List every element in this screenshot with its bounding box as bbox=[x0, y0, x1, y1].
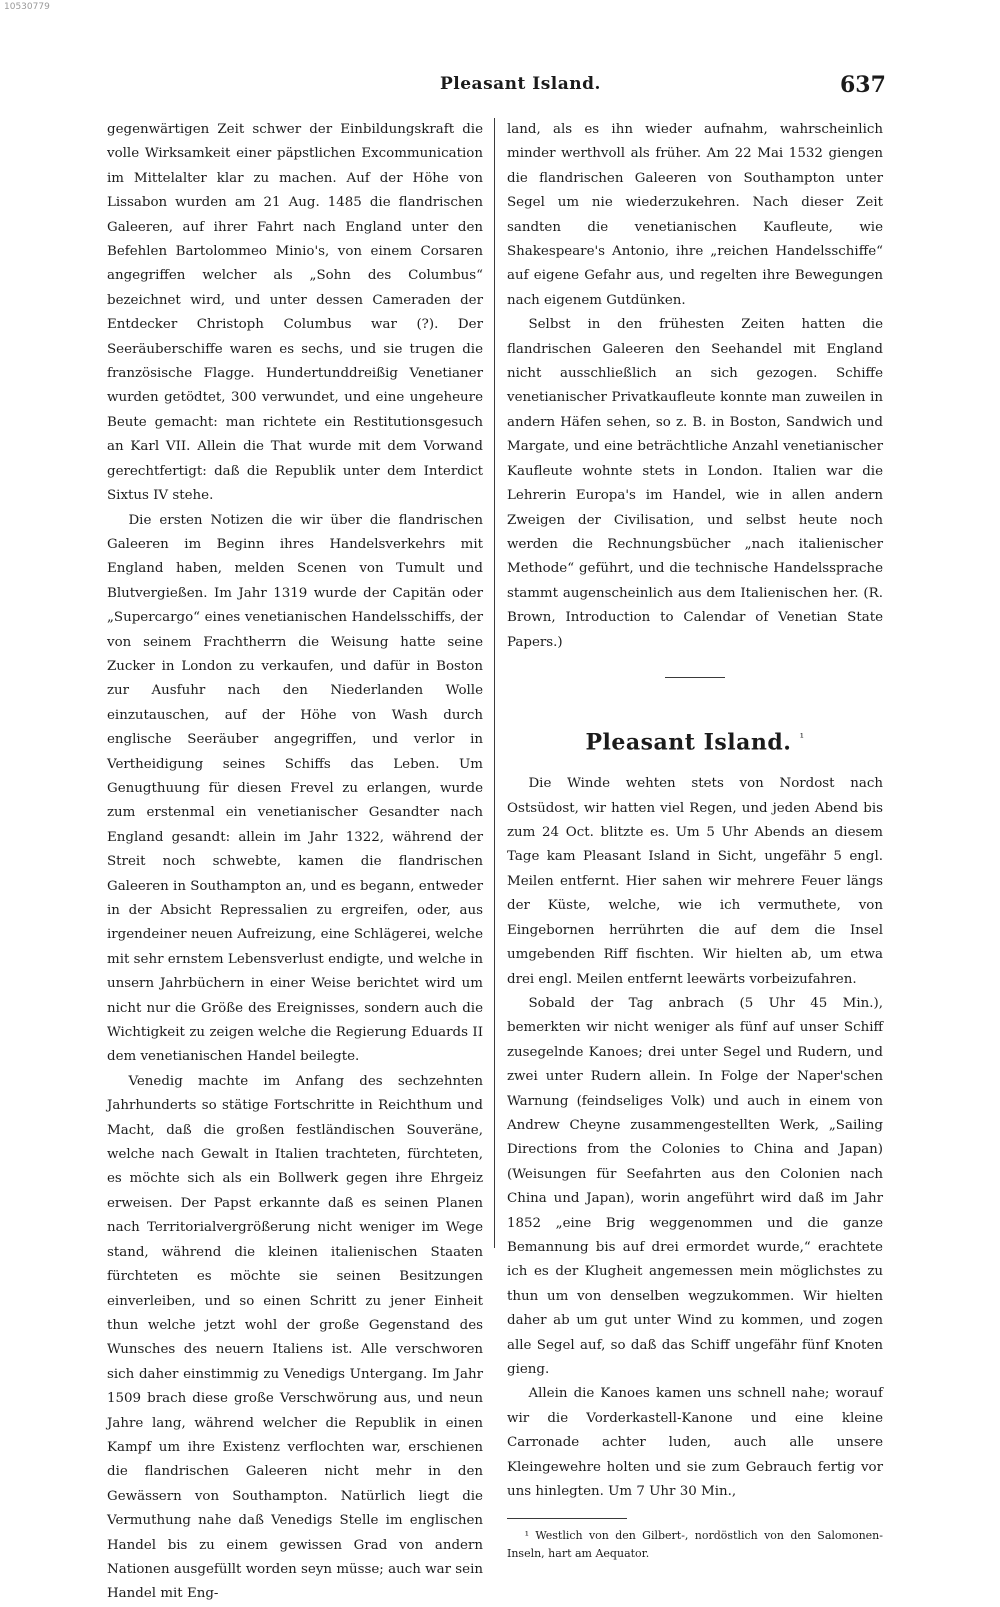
paragraph: Venedig machte im Anfang des sechzehnten Jahrhunderts so stätige Fortschritte in Reichthum und Macht, daß die großen festländischen Souveräne, welche nach Gewalt in Italien trachteten, fürchteten, es möchte sich als ein Bollwerk gegen ihre Ehrgeiz erweisen. Der Papst erkannte daß es seinen Planen nach Territorialvergrößerung nicht weniger im Wege stand, während die kleinen italienischen Staaten fürchteten es möchte sie seinen Besitzungen einverleiben, und so einen Schritt zu jener Einheit thun welche jetzt wohl der große Gegenstand des Wunsches des neuern Italiens ist. Alle verschworen sich daher einstimmig zu Venedigs Untergang. Im Jahr 1509 brach diese große Verschwörung aus, und neun Jahre lang, während welcher die Republik in einen Kampf um ihre Existenz verflochten war, erschienen die flandrischen Galeeren nicht mehr in den Gewässern von Southampton. Natürlich liegt die Vermuthung nahe daß Venedigs Stelle im englischen Handel bis zu einem gewissen Grad von andern Nationen ausgefüllt worden seyn müsse; auch war sein Handel mit Eng- bbox=[107, 1073, 483, 1602]
footnote: ¹ Westlich von den Gilbert-, nordöstlich von den Salomonen-Inseln, hart am Aequator. bbox=[507, 1529, 883, 1561]
section-divider bbox=[665, 677, 725, 678]
left-column bbox=[107, 118, 483, 1607]
paragraph: Allein die Kanoes kamen uns schnell nahe; worauf wir die Vorderkastell-Kanone und eine kleine Carronade achter luden, auch alle unsere Kleingewehre holten und sie zum Gebrauch fertig vor uns hinlegten. Um 7 Uhr 30 Min., bbox=[507, 1386, 883, 1500]
footnote-marker: ¹ bbox=[799, 730, 805, 744]
paragraph: Sobald der Tag anbrach (5 Uhr 45 Min.), bemerkten wir nicht weniger als fünf auf unser Schiff zusegelnde Kanoes; drei unter Segel und Rudern, und zwei unter Rudern allein. In Folge der Naper'schen Warnung (feindseliges Volk) und auch in einem von Andrew Cheyne zusammengestellten Werk, „Sailing Directions from the Colonies to China and Japan) (Weisungen für Seefahrten aus den Colonien nach China und Japan), worin angeführt wird daß im Jahr 1852 „eine Brig weggenommen und die ganze Bemannung bis auf drei ermordet wurde,“ erachtete ich es der Klugheit angemessen mein möglichstes zu thun um von denselben wegzukommen. Wir hielten daher ab um gut unter Wind zu kommen, und zogen alle Segel auf, so daß das Schiff ungefähr fünf Knoten gieng. bbox=[507, 995, 883, 1378]
paragraph: Die ersten Notizen die wir über die flandrischen Galeeren im Beginn ihres Handelsverkehrs mit England haben, melden Scenen von Tumult und Blutvergießen. Im Jahr 1319 wurde der Capitän oder „Supercargo“ eines venetianischen Handelsschiffs, der von seinem Frachtherrn die Weisung hatte seine Zucker in London zu verkaufen, und dafür in Boston zur Ausfuhr nach den Niederlanden Wolle einzutauschen, auf der Höhe von Wash durch englische Seeräuber angegriffen, und verlor in Vertheidigung seines Schiffs das Leben. Um Genugthuung für diesen Frevel zu erlangen, wurde zum erstenmal ein venetianischer Gesandter nach England gesandt: allein im Jahr 1322, während der Streit noch schwebte, kamen die flandrischen Galeeren in Southampton an, und es begann, entweder in der Absicht Repressalien zu ergreifen, oder, aus irgendeiner neuen Aufreizung, eine Schlägerei, welche mit sehr ernstem Lebensverlust endigte, und welche in unsern Jahrbüchern in einer Weise berichtet wird um nicht nur die Größe des Ereignisses, sondern auch die Wichtigkeit zu zeigen welche die Regierung Eduards II dem venetianischen Handel beilegte. bbox=[107, 512, 483, 1065]
paragraph: Selbst in den frühesten Zeiten hatten die flandrischen Galeeren den Seehandel mit England nicht ausschließlich an sich gezogen. Schiffe venetianischer Privatkaufleute konnte man zuweilen in andern Häfen sehen, so z. B. in Boston, Sandwich und Margate, und eine beträchtliche Anzahl venetianischer Kaufleute wohnte stets in London. Italien war die Lehrerin Europa's im Handel, wie in allen andern Zweigen der Civilisation, und selbst heute noch werden die Rechnungsbücher „nach italienischer Methode“ geführt, und die technische Handelssprache stammt augenscheinlich aus dem Italienischen her. (R. Brown, Introduction to Calendar of Venetian State Papers.) bbox=[507, 317, 883, 650]
section-heading-text: Pleasant Island. bbox=[585, 729, 792, 756]
column-divider bbox=[494, 118, 495, 1248]
paragraph: land, als es ihn wieder aufnahm, wahrscheinlich minder werthvoll als früher. Am 22 Mai 1532 giengen die flandrischen Galeeren von Southampton unter Segel um nie wiederzukehren. Nach dieser Zeit sandten die venetianischen Kaufleute, wie Shakespeare's Antonio, ihre „reichen Handelsschiffe“ auf eigene Gefahr aus, und regelten ihre Bewegungen nach eigenem Gutdünken. bbox=[507, 122, 883, 308]
right-column bbox=[507, 118, 883, 1563]
section-heading bbox=[507, 724, 883, 756]
paragraph: Die Winde wehten stets von Nordost nach Ostsüdost, wir hatten viel Regen, und jeden Abend bis zum 24 Oct. blitzte es. Um 5 Uhr Abends an diesem Tage kam Pleasant Island in Sicht, ungefähr 5 engl. Meilen entfernt. Hier sahen wir mehrere Feuer längs der Küste, welche, wie ich vermuthete, von Eingebornen herrührten die auf dem die Insel umgebenden Riff fischten. Wir hielten ab, um etwa drei engl. Meilen entfernt leewärts vorbeizufahren. bbox=[507, 776, 883, 987]
scan-id-label: 10530779 bbox=[4, 2, 50, 12]
page-number: 637 bbox=[840, 72, 886, 98]
footnote-divider bbox=[507, 1518, 627, 1519]
paragraph: gegenwärtigen Zeit schwer der Einbildungskraft die volle Wirksamkeit einer päpstlichen Excommunication im Mittelalter klar zu machen. Auf der Höhe von Lissabon wurden am 21 Aug. 1485 die flandrischen Galeeren, auf ihrer Fahrt nach England unter den Befehlen Bartolommeo Minio's, von einem Corsaren angegriffen welcher als „Sohn des Columbus“ bezeichnet wird, und unter dessen Cameraden der Entdecker Christoph Columbus war (?). Der Seeräuberschiffe waren es sechs, und sie trugen die französische Flagge. Hundertunddreißig Venetianer wurden getödtet, 300 verwundet, und eine ungeheure Beute gemacht: man richtete ein Restitutionsgesuch an Karl VII. Allein die That wurde mit dem Vorwand gerechtfertigt: daß die Republik unter dem Interdict Sixtus IV stehe. bbox=[107, 122, 483, 504]
running-header bbox=[0, 72, 1000, 102]
running-title: Pleasant Island. bbox=[440, 74, 601, 94]
